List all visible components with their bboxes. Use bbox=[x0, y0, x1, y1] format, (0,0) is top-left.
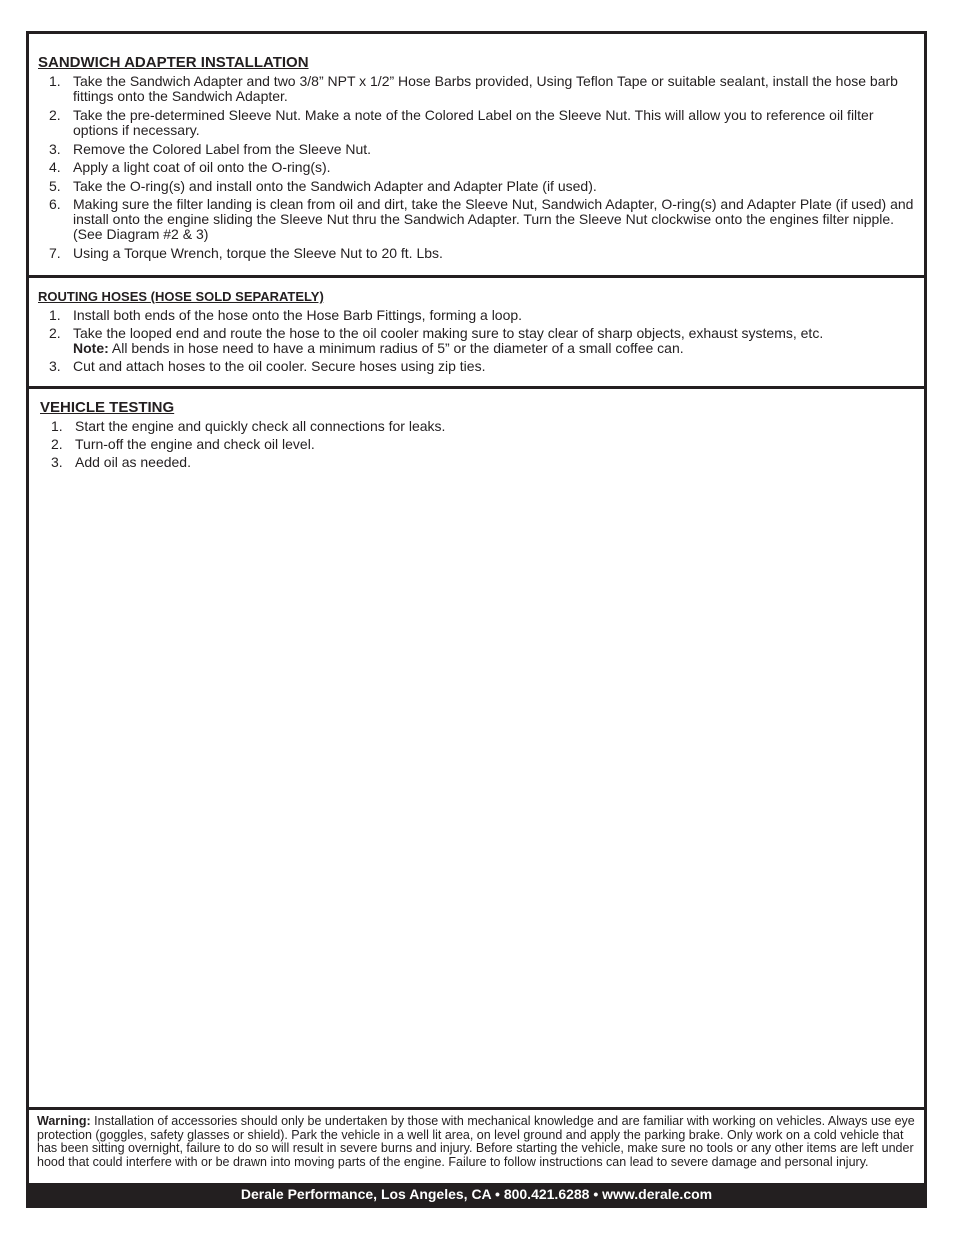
list-item bbox=[40, 455, 918, 470]
step-text: Using a Torque Wrench, torque the Sleeve Nut to 20 ft. Lbs. bbox=[73, 245, 443, 261]
step-text: Turn-off the engine and check oil level. bbox=[75, 436, 315, 452]
list-item bbox=[38, 197, 918, 242]
step-number: 6. bbox=[49, 196, 61, 212]
list-item bbox=[38, 74, 918, 104]
section-divider bbox=[29, 386, 924, 389]
sandwich-section bbox=[29, 54, 924, 261]
step-number: 3. bbox=[49, 358, 61, 374]
list-item bbox=[40, 437, 918, 452]
step-number: 2. bbox=[49, 107, 61, 123]
step-text: Apply a light coat of oil onto the O-ring(s). bbox=[73, 159, 331, 175]
note-text: All bends in hose need to have a minimum radius of 5” or the diameter of a small coffee can. bbox=[108, 340, 684, 356]
step-text: Take the Sandwich Adapter and two 3/8” NPT x 1/2” Hose Barbs provided, Using Teflon Tape or suitable sealant, install the hose barb fittings onto the Sandwich Adapter. bbox=[73, 73, 898, 104]
warning-label: Warning: bbox=[37, 1114, 91, 1128]
testing-heading: VEHICLE TESTING bbox=[40, 399, 175, 416]
step-text: Cut and attach hoses to the oil cooler. Secure hoses using zip ties. bbox=[73, 358, 486, 374]
warning-text: Installation of accessories should only be undertaken by those with mechanical knowledge and are familiar with working on vehicles. Always use eye protection (goggles, safety glasses or shield). Park the vehicle in a well lit area, on level ground and apply the parking brake. Only work on a cold vehicle that has been sitting overnight, failure to do so will result in severe burns and injury. Before starting the vehicle, make sure no tools or any other items are left under hood that could interfere with or be drawn into moving parts of the engine. Failure to follow instructions can lead to severe damage and personal injury. bbox=[37, 1114, 915, 1169]
step-number: 1. bbox=[49, 73, 61, 89]
note-label: Note: bbox=[73, 340, 109, 356]
testing-steps bbox=[40, 419, 918, 470]
list-item bbox=[38, 246, 918, 261]
step-text: Remove the Colored Label from the Sleeve Nut. bbox=[73, 141, 372, 157]
list-item bbox=[38, 179, 918, 194]
list-item bbox=[38, 359, 918, 374]
step-number: 2. bbox=[51, 436, 63, 452]
routing-steps bbox=[38, 308, 918, 374]
step-text: Take the looped end and route the hose to the oil cooler making sure to stay clear of sharp objects, exhaust systems, etc. bbox=[73, 325, 824, 341]
routing-section bbox=[29, 289, 924, 374]
step-number: 1. bbox=[49, 307, 61, 323]
sandwich-steps bbox=[38, 74, 918, 261]
step-number: 4. bbox=[49, 159, 61, 175]
step-text: Take the O-ring(s) and install onto the Sandwich Adapter and Adapter Plate (if used). bbox=[73, 178, 597, 194]
step-text: Start the engine and quickly check all connections for leaks. bbox=[75, 418, 446, 434]
list-item bbox=[38, 108, 918, 138]
list-item bbox=[40, 419, 918, 434]
step-number: 2. bbox=[49, 325, 61, 341]
step-text: Install both ends of the hose onto the Hose Barb Fittings, forming a loop. bbox=[73, 307, 523, 323]
step-number: 3. bbox=[51, 454, 63, 470]
step-number: 3. bbox=[49, 141, 61, 157]
sandwich-heading: SANDWICH ADAPTER INSTALLATION bbox=[38, 54, 309, 71]
footer-contact: Derale Performance, Los Angeles, CA • 800.421.6288 • www.derale.com bbox=[240, 1186, 713, 1202]
step-text: Take the pre-determined Sleeve Nut. Make a note of the Colored Label on the Sleeve Nut. This will allow you to reference oil filter options if necessary. bbox=[73, 107, 874, 138]
list-item bbox=[38, 160, 918, 175]
step-text: Add oil as needed. bbox=[75, 454, 191, 470]
routing-heading: ROUTING HOSES (HOSE SOLD SEPARATELY) bbox=[38, 289, 324, 304]
list-item bbox=[38, 308, 918, 323]
step-text: Making sure the filter landing is clean from oil and dirt, take the Sleeve Nut, Sandwich Adapter, O-ring(s) and Adapter Plate (if used) and install onto the engine sliding the Sleeve Nut thru the Sandwich Adapter. Turn the Sleeve Nut clockwise onto the engines filter nipple. (See Diagram #2 & 3) bbox=[73, 196, 914, 242]
section-divider bbox=[29, 275, 924, 278]
list-item bbox=[38, 142, 918, 157]
footer-bar bbox=[29, 1183, 924, 1205]
list-item bbox=[38, 326, 918, 356]
step-number: 5. bbox=[49, 178, 61, 194]
testing-section bbox=[29, 399, 924, 470]
page-frame bbox=[26, 31, 927, 1208]
warning-box bbox=[29, 1110, 924, 1184]
step-number: 1. bbox=[51, 418, 63, 434]
step-number: 7. bbox=[49, 245, 61, 261]
